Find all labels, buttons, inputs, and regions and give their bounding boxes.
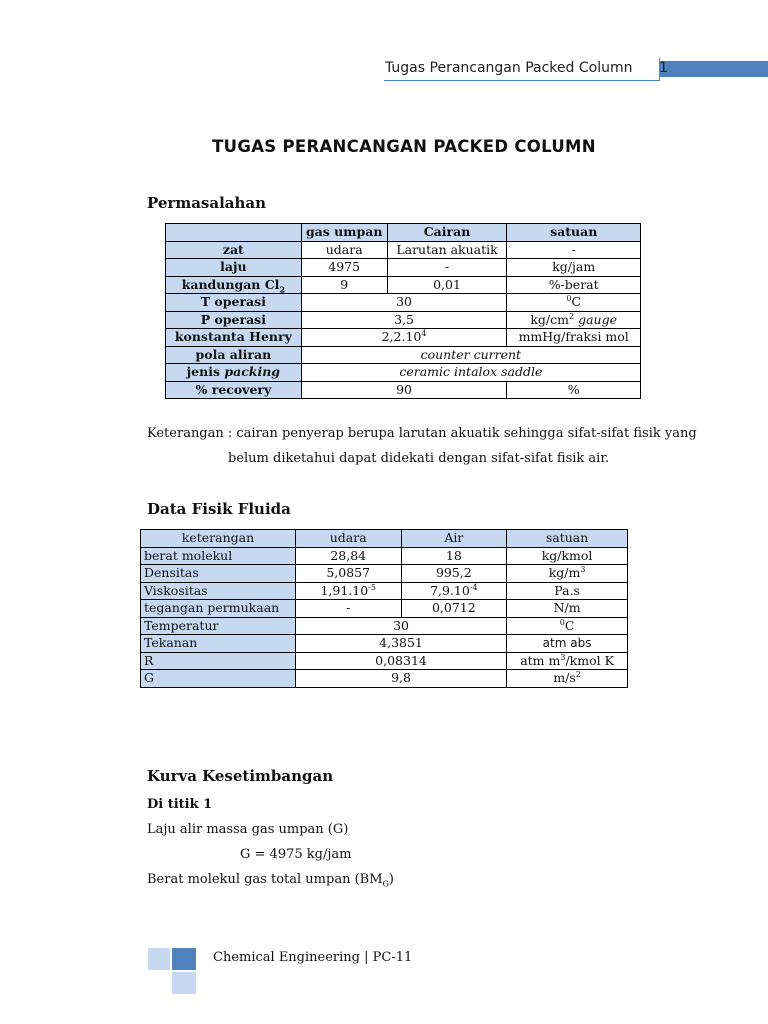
row-label: Temperatur (141, 617, 296, 635)
table-cell: 4,3851 (295, 635, 506, 653)
table-header-row (141, 530, 628, 548)
superscript: -5 (368, 582, 376, 592)
unit-text: m/s (553, 670, 576, 685)
table-cell: mmHg/fraksi mol (507, 329, 641, 347)
document-title: TUGAS PERANCANGAN PACKED COLUMN (212, 137, 596, 156)
row-label-text: jenis (186, 364, 225, 379)
subscript: G (382, 879, 389, 889)
table-cell: % (507, 381, 641, 399)
value-text: 1,91.10 (320, 582, 369, 598)
table-cell: 0,0712 (401, 600, 507, 618)
table-row (141, 582, 628, 600)
table-row (166, 259, 641, 277)
row-label: Densitas (141, 565, 296, 583)
row-label: G (141, 670, 296, 688)
superscript: 4 (421, 328, 427, 338)
note-line-2: belum diketahui dapat didekati dengan sifat-sifat fisik air. (228, 451, 610, 466)
unit-text: kg/m (548, 565, 581, 580)
table-cell: - (295, 600, 401, 618)
superscript: -4 (469, 582, 478, 592)
table-cell: Larutan akuatik (387, 241, 507, 259)
table-row (166, 381, 641, 399)
superscript: 2 (569, 311, 575, 321)
table-cell: udara (301, 241, 387, 259)
row-label: P operasi (166, 311, 302, 329)
row-label: konstanta Henry (166, 329, 302, 347)
row-label (166, 276, 302, 294)
row-label: tegangan permukaan (141, 600, 296, 618)
unit-text: kg/cm (530, 311, 570, 327)
table-cell: kg/jam (507, 259, 641, 277)
column-header: keterangan (141, 530, 296, 548)
equation: G = 4975 kg/jam (240, 847, 352, 862)
table-cell (301, 329, 507, 347)
footer-square-light (172, 972, 196, 994)
table-cell (401, 582, 507, 600)
footer-square-light (148, 948, 170, 970)
table-cell: counter current (301, 346, 640, 364)
table-row (166, 294, 641, 312)
section-heading-permasalahan: Permasalahan (147, 194, 267, 212)
unit-text: atm m (520, 652, 561, 668)
row-label-italic: packing (224, 364, 281, 379)
table-cell: 4975 (301, 259, 387, 277)
table-row (141, 547, 628, 565)
column-header: Cairan (387, 224, 507, 242)
section-heading-kurva: Kurva Kesetimbangan (147, 767, 334, 785)
row-label: R (141, 652, 296, 670)
table-cell (507, 670, 628, 688)
table-row (141, 565, 628, 583)
table-row (141, 600, 628, 618)
unit-text: C (564, 617, 575, 633)
row-label: pola aliran (166, 346, 302, 364)
column-header: gas umpan (301, 224, 387, 242)
table-cell: - (507, 241, 641, 259)
row-label: Viskositas (141, 582, 296, 600)
table-row (141, 635, 628, 653)
table-row (166, 276, 641, 294)
row-label: T operasi (166, 294, 302, 312)
table-cell: Pa.s (507, 582, 628, 600)
empty-header-cell (166, 224, 302, 242)
table-cell: 28,84 (295, 547, 401, 565)
table-cell (507, 565, 628, 583)
paragraph (147, 872, 394, 887)
superscript: 3 (560, 652, 566, 662)
table-cell: 995,2 (401, 565, 507, 583)
note-line-1: Keterangan : cairan penyerap berupa larutan akuatik sehingga sifat-sifat fisik yang (147, 426, 697, 441)
subsection-heading: Di titik 1 (147, 797, 213, 812)
row-label (166, 364, 302, 382)
table-row (141, 617, 628, 635)
table-row (141, 652, 628, 670)
table-cell: 3,5 (301, 311, 507, 329)
page-number: 1 (659, 60, 668, 76)
superscript: 3 (580, 564, 586, 574)
superscript: 2 (575, 669, 581, 679)
column-header: satuan (507, 224, 641, 242)
table-header-row (166, 224, 641, 242)
table-cell (507, 294, 641, 312)
table-cell: 18 (401, 547, 507, 565)
table-cell: 90 (301, 381, 507, 399)
header-rule (384, 80, 660, 81)
row-label: % recovery (166, 381, 302, 399)
table-cell: 9 (301, 276, 387, 294)
table-cell: 30 (301, 294, 507, 312)
table-row (166, 311, 641, 329)
table-cell: 30 (295, 617, 506, 635)
table-row (166, 364, 641, 382)
superscript: 0 (559, 617, 565, 627)
column-header: satuan (507, 530, 628, 548)
unit-italic-text: gauge (574, 311, 617, 327)
table-cell: 9,8 (295, 670, 506, 688)
footer-text: Chemical Engineering | PC-11 (213, 950, 413, 965)
problem-table (165, 223, 641, 399)
table-cell: atm abs (507, 635, 628, 653)
column-header: udara (295, 530, 401, 548)
table-cell (295, 582, 401, 600)
superscript: 0 (566, 293, 572, 303)
paragraph-text: ) (388, 872, 394, 887)
table-cell: 5,0857 (295, 565, 401, 583)
table-cell (507, 652, 628, 670)
paragraph: Laju alir massa gas umpan (G) (147, 822, 349, 837)
table-cell: 0,08314 (295, 652, 506, 670)
footer-square-dark (172, 948, 196, 970)
running-header: Tugas Perancangan Packed Column (385, 60, 633, 76)
column-header: Air (401, 530, 507, 548)
table-row (166, 241, 641, 259)
table-cell (507, 617, 628, 635)
row-label: zat (166, 241, 302, 259)
row-label: laju (166, 259, 302, 277)
table-row (166, 346, 641, 364)
subscript: 2 (279, 284, 286, 294)
table-cell (507, 311, 641, 329)
row-label-text: kandungan Cl (181, 276, 280, 292)
table-cell: kg/kmol (507, 547, 628, 565)
table-cell: %-berat (507, 276, 641, 294)
row-label: Tekanan (141, 635, 296, 653)
header-accent-bar (660, 61, 768, 77)
table-cell: - (387, 259, 507, 277)
table-cell: N/m (507, 600, 628, 618)
table-row (141, 670, 628, 688)
table-row (166, 329, 641, 347)
unit-text: /kmol K (565, 652, 614, 668)
section-heading-data-fisik: Data Fisik Fluida (147, 500, 291, 518)
fluid-properties-table (140, 529, 628, 688)
row-label: berat molekul (141, 547, 296, 565)
unit-text: C (571, 294, 582, 309)
paragraph-text: Berat molekul gas total umpan (BM (147, 872, 383, 887)
table-cell: 0,01 (387, 276, 507, 294)
value-text: 7,9.10 (430, 582, 470, 598)
value-text: 2,2.10 (381, 329, 422, 344)
table-cell: ceramic intalox saddle (301, 364, 640, 382)
